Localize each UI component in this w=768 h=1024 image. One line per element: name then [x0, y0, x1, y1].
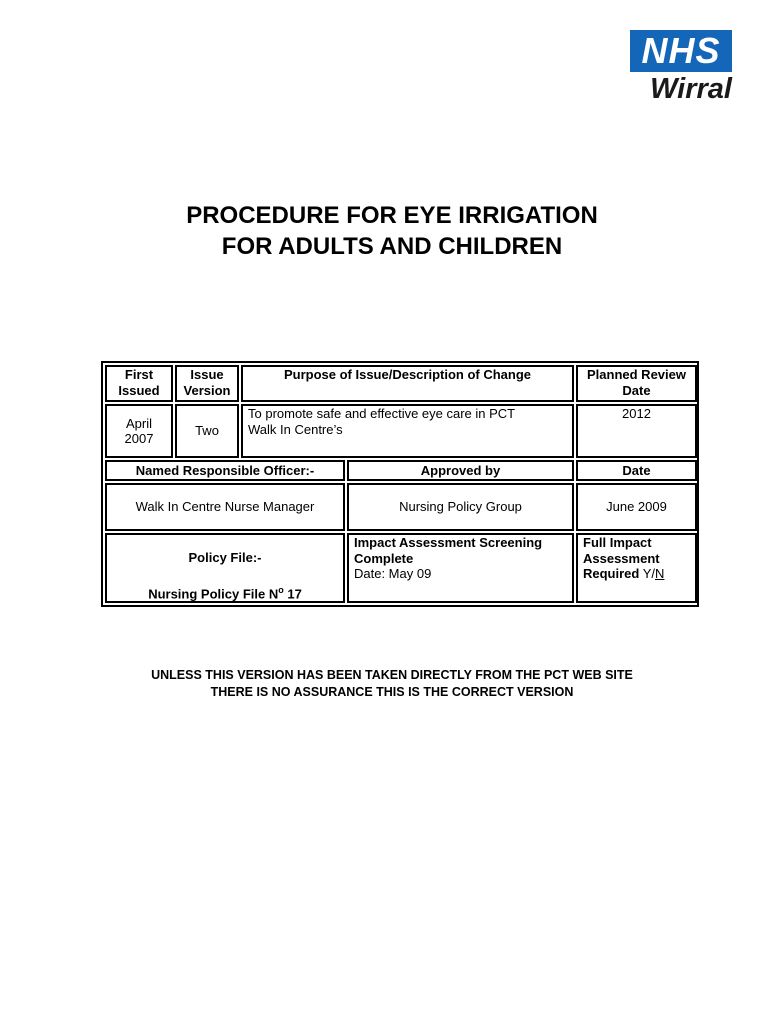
issue-version-value: Two [195, 423, 219, 439]
cell-policy-file [105, 533, 345, 603]
document-title [0, 200, 768, 262]
policy-file-value [107, 583, 343, 602]
header-issue-version-line1: Issue [190, 367, 224, 382]
cell-officer [105, 483, 345, 531]
impact-date: Date: May 09 [354, 566, 432, 581]
header-purpose [241, 365, 574, 402]
cell-full-impact [576, 533, 697, 603]
policy-file-number: 17 [287, 585, 302, 601]
cell-approved-by [347, 483, 574, 531]
nhs-wirral-logo [630, 30, 736, 105]
cell-planned-review [576, 404, 697, 458]
cell-date [576, 483, 697, 531]
header-issue-version [175, 365, 239, 402]
version-notice [0, 667, 768, 701]
header-planned-review-line1: Planned Review [587, 367, 686, 382]
header-date [576, 460, 697, 481]
full-impact-required: Required [583, 566, 640, 581]
header-approved-by-text: Approved by [420, 462, 501, 478]
impact-screening-line2: Complete [354, 550, 414, 566]
logo-region: Wirral [650, 73, 732, 105]
header-date-text: Date [622, 462, 651, 478]
header-planned-review-line2: Date [622, 382, 651, 398]
policy-file-superscript: o [278, 584, 284, 595]
header-first-issued [105, 365, 173, 402]
header-first-issued-line1: First [124, 367, 154, 382]
policy-file-label: Policy File:- [188, 550, 262, 565]
full-impact-yes: Y/ [642, 566, 656, 581]
header-first-issued-line2: Issued [118, 382, 160, 398]
first-issued-year: 2007 [124, 431, 154, 446]
document-control-table [101, 361, 699, 607]
cell-purpose [241, 404, 574, 458]
full-impact-line2: Assessment [583, 550, 660, 566]
first-issued-month: April [125, 415, 152, 431]
purpose-line1: To promote safe and effective eye care in PCT [248, 406, 516, 421]
date-value: June 2009 [606, 499, 667, 515]
header-planned-review [576, 365, 697, 402]
header-purpose-text: Purpose of Issue/Description of Change [283, 367, 532, 382]
notice-line-2: THERE IS NO ASSURANCE THIS IS THE CORRECT VERSION [210, 685, 574, 699]
cell-issue-version [175, 404, 239, 458]
nhs-logo-box: NHS [630, 30, 732, 72]
title-line-2: FOR ADULTS AND CHILDREN [221, 233, 563, 260]
policy-file-text: Nursing Policy File N [148, 585, 279, 601]
header-approved-by [347, 460, 574, 481]
full-impact-no: N [655, 566, 665, 581]
header-officer-text: Named Responsible Officer:- [135, 462, 315, 478]
full-impact-line3 [583, 566, 695, 582]
title-line-1: PROCEDURE FOR EYE IRRIGATION [186, 202, 598, 229]
cell-first-issued [105, 404, 173, 458]
header-officer [105, 460, 345, 481]
purpose-line2: Walk In Centre’s [248, 421, 343, 437]
full-impact-line1: Full Impact [583, 535, 652, 550]
header-issue-version-line2: Version [183, 382, 231, 398]
officer-value: Walk In Centre Nurse Manager [135, 499, 315, 515]
planned-review-value: 2012 [622, 406, 651, 421]
cell-impact-screening [347, 533, 574, 603]
notice-line-1: UNLESS THIS VERSION HAS BEEN TAKEN DIRECTLY FROM THE PCT WEB SITE [151, 668, 633, 682]
impact-screening-line1: Impact Assessment Screening [354, 535, 543, 550]
approved-by-value: Nursing Policy Group [399, 499, 522, 515]
